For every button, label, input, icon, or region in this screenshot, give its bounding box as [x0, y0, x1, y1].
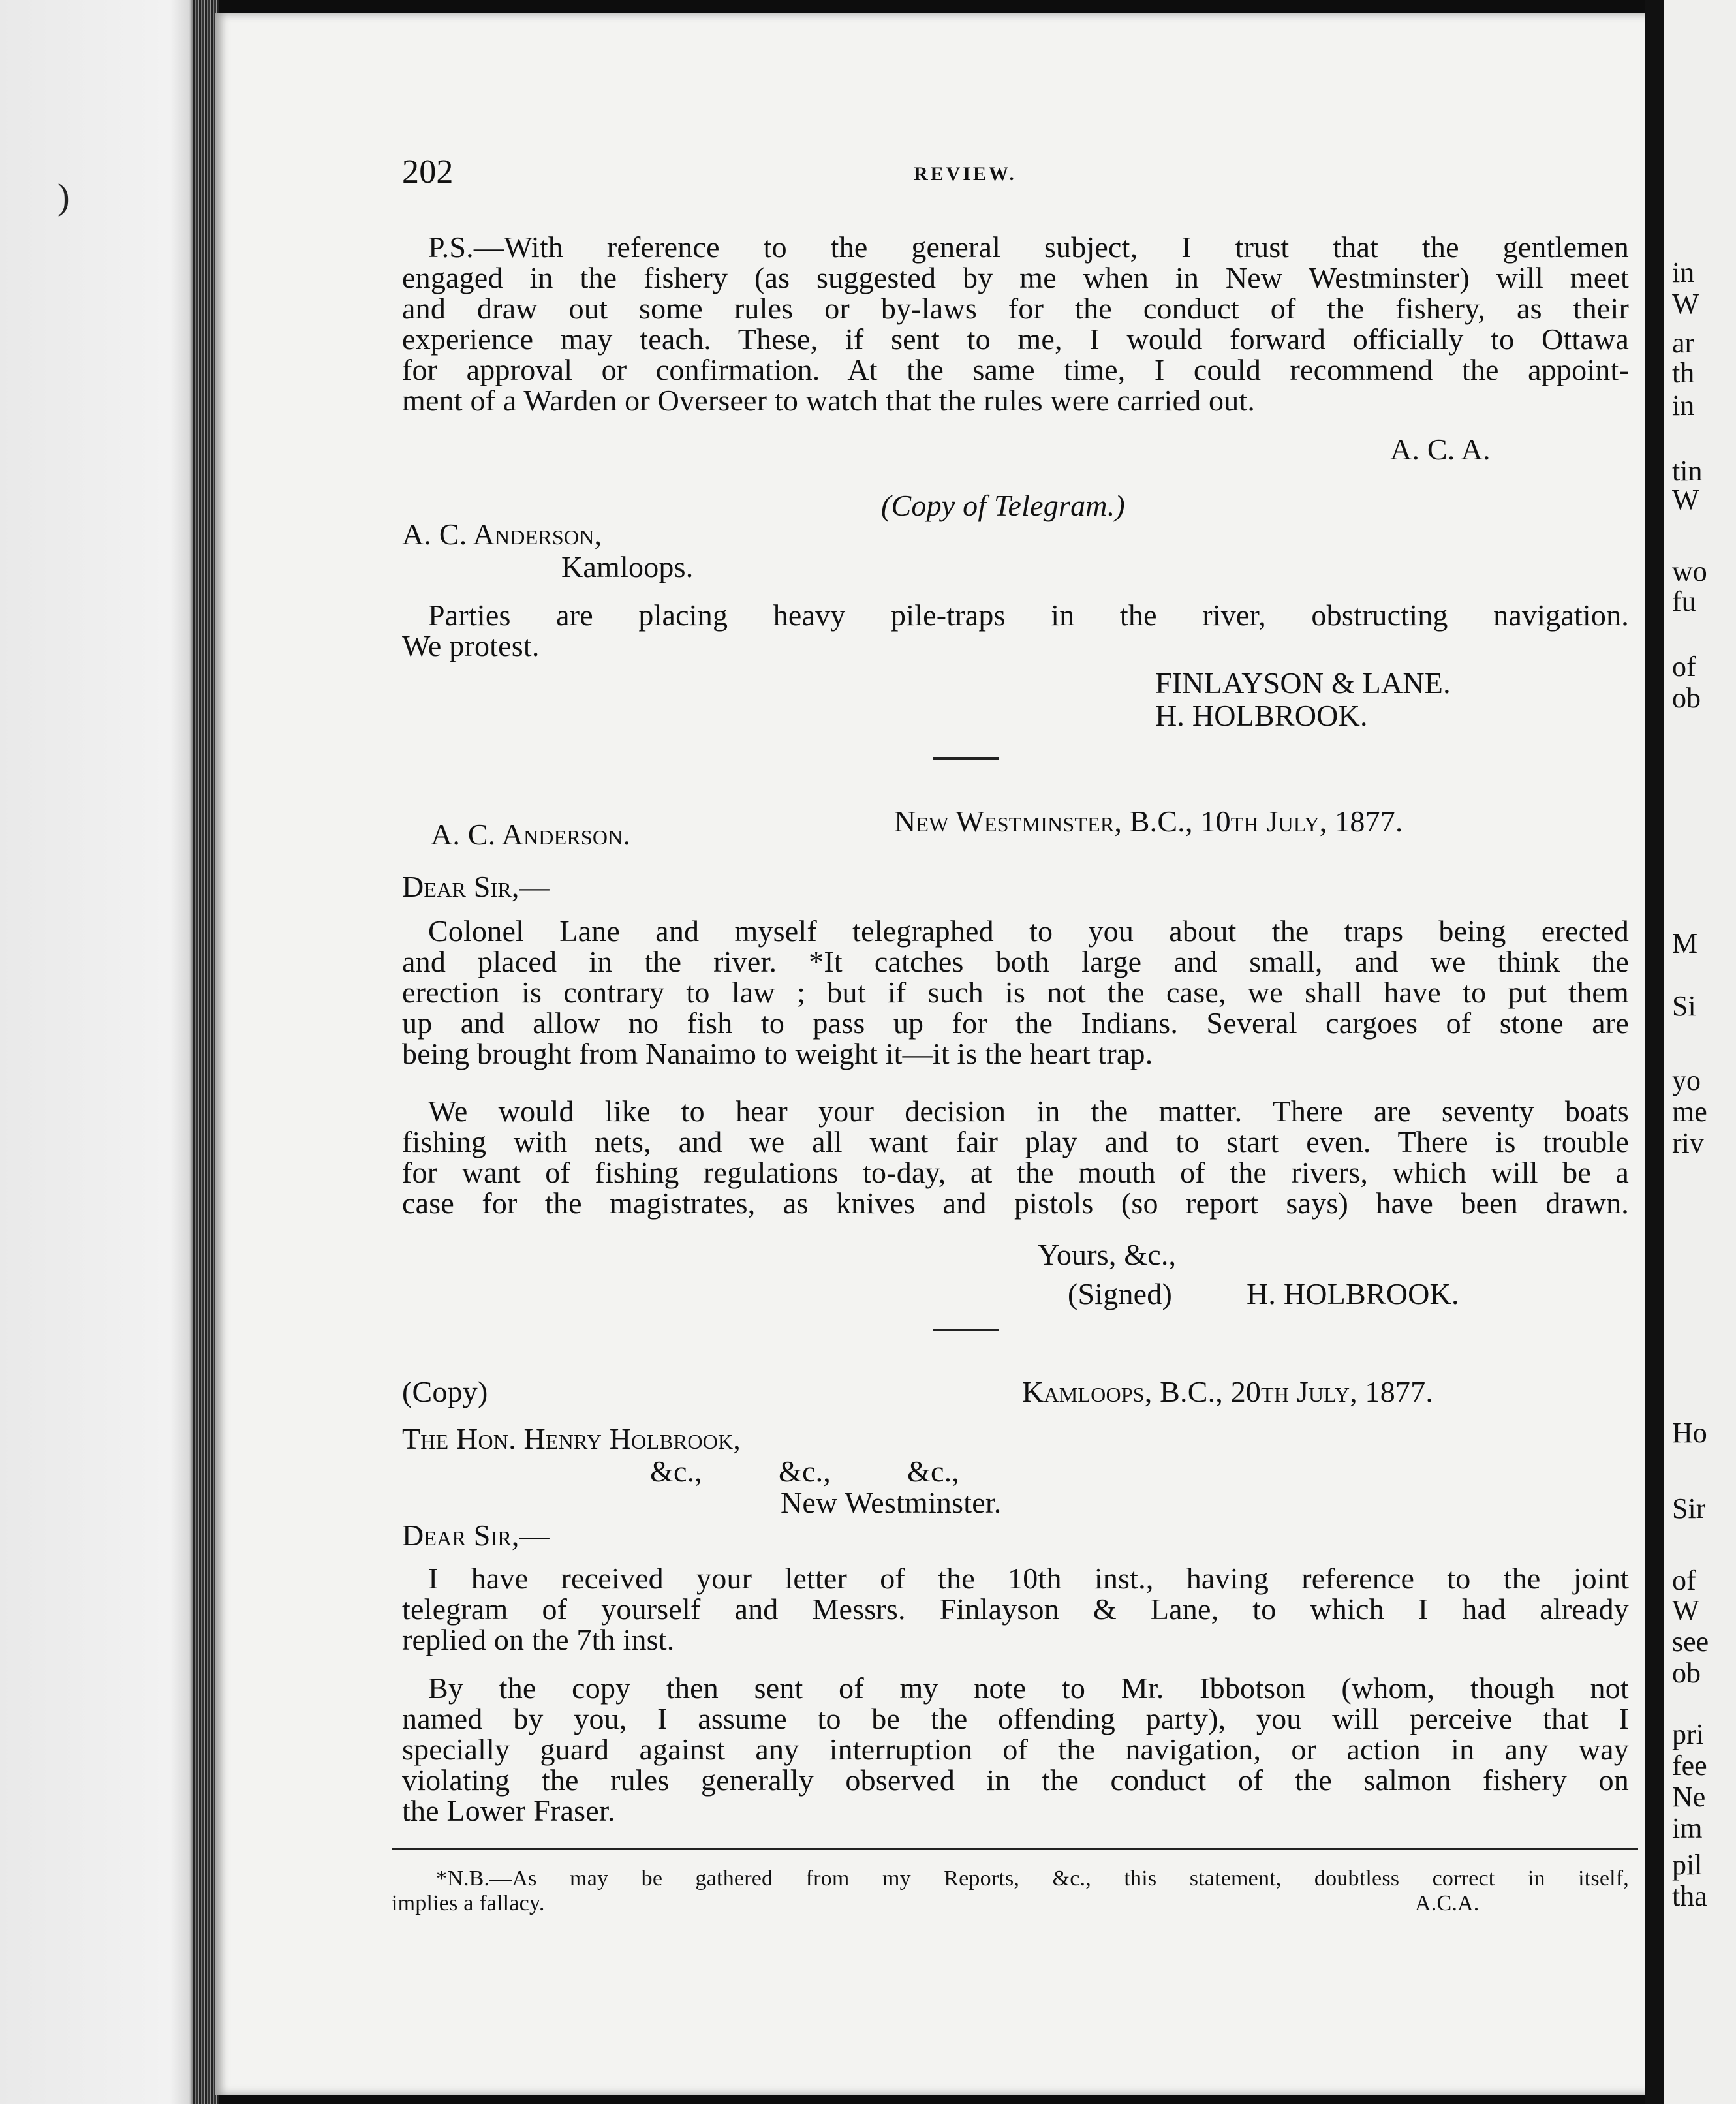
section-divider [933, 1329, 999, 1331]
letter1-closing: Yours, &c., [1038, 1238, 1177, 1271]
ps-signoff: A. C. A. [1390, 433, 1491, 466]
facing-page-text: tin [1672, 455, 1703, 487]
letter1-dateline: New Westminster, B.C., 10th July, 1877. [894, 805, 1403, 838]
facing-page-fragment [1664, 0, 1736, 2104]
letter1-signed-label: (Signed) [1068, 1277, 1173, 1310]
ps-line: ment of a Warden or Overseer to watch that the rules were carried out. [402, 384, 1256, 417]
telegram-place: Kamloops. [561, 550, 694, 583]
section-divider [933, 757, 999, 760]
letter2-line: By the copy then sent of my note to Mr. Ibbotson (whom, though not [428, 1671, 1629, 1705]
page [215, 13, 1651, 2095]
facing-page-text: tha [1672, 1880, 1707, 1912]
letter1-salutation: Dear Sir,— [402, 870, 550, 903]
letter1-line: up and allow no fish to pass up for the Indians. Several cargoes of stone are [402, 1006, 1629, 1040]
facing-page-text: riv [1672, 1127, 1704, 1159]
facing-page-text: Sir [1672, 1493, 1706, 1524]
telegram-body: We protest. [402, 629, 540, 662]
telegram-body: Parties are placing heavy pile-traps in the river, obstructing navigation. [428, 598, 1629, 632]
letter1-line: being brought from Nanaimo to weight it—it is the heart trap. [402, 1037, 1153, 1070]
letter1-line: erection is contrary to law ; but if such is not the case, we shall have to put them [402, 976, 1629, 1009]
facing-page-text: fu [1672, 585, 1696, 617]
left-page-edge [0, 0, 196, 2104]
letter2-line: telegram of yourself and Messrs. Finlayson & Lane, to which I had already [402, 1592, 1629, 1626]
telegram-caption: (Copy of Telegram.) [881, 489, 1125, 522]
letter1-line: case for the magistrates, as knives and pistols (so report says) have been drawn. [402, 1186, 1629, 1220]
page-gap [1645, 0, 1664, 2104]
facing-page-text: M [1672, 927, 1698, 959]
letter2-line: I have received your letter of the 10th inst., having reference to the joint [428, 1562, 1629, 1595]
facing-page-text: W [1672, 484, 1699, 516]
letter1-line: We would like to hear your decision in the matter. There are seventy boats [428, 1094, 1629, 1128]
ps-line: and draw out some rules or by-laws for the conduct of the fishery, as their [402, 292, 1629, 325]
letter2-etc: &c., &c., &c., [650, 1455, 959, 1488]
letter1-line: for want of fishing regulations to-day, at the mouth of the rivers, which will be a [402, 1156, 1629, 1189]
letter1-line: and placed in the river. *It catches both large and small, and we think the [402, 945, 1629, 978]
footnote-text: implies a fallacy. [392, 1891, 545, 1915]
letter2-copy-label: (Copy) [402, 1375, 488, 1408]
letter2-line: the Lower Fraser. [402, 1794, 615, 1827]
letter2-line: replied on the 7th inst. [402, 1623, 675, 1656]
facing-page-text: ob [1672, 682, 1701, 714]
letter1-signature: H. HOLBROOK. [1247, 1277, 1459, 1310]
telegram-signature: FINLAYSON & LANE. [1155, 666, 1451, 700]
facing-page-text: Si [1672, 990, 1696, 1022]
ps-line: for approval or confirmation. At the same time, I could recommend the appoint- [402, 353, 1629, 386]
footnote-rule [392, 1848, 1638, 1850]
ps-line: engaged in the fishery (as suggested by me when in New Westminster) will meet [402, 261, 1629, 294]
facing-page-text: ob [1672, 1657, 1701, 1689]
letter2-addressee: The Hon. Henry Holbrook, [402, 1422, 741, 1455]
letter2-dateline: Kamloops, B.C., 20th July, 1877. [1022, 1375, 1434, 1408]
telegram-addressee: A. C. Anderson, [402, 518, 602, 551]
running-title: REVIEW. [914, 163, 1017, 185]
facing-page-text: yo [1672, 1064, 1701, 1096]
facing-page-text: Ne [1672, 1781, 1706, 1813]
facing-page-text: pri [1672, 1718, 1704, 1750]
footnote-text: *N.B.—As may be gathered from my Reports, &c., this statement, doubtless correct in itself, [436, 1866, 1629, 1891]
facing-page-text: fee [1672, 1750, 1707, 1782]
letter2-salutation: Dear Sir,— [402, 1519, 550, 1552]
letter2-place: New Westminster. [781, 1486, 1002, 1519]
margin-mark: ) [57, 177, 70, 217]
facing-page-text: of [1672, 651, 1696, 683]
telegram-signature: H. HOLBROOK. [1155, 699, 1368, 732]
facing-page-text: of [1672, 1564, 1696, 1596]
facing-page-text: Ho [1672, 1417, 1707, 1449]
letter1-addressee: A. C. Anderson. [431, 818, 631, 851]
facing-page-text: in [1672, 256, 1695, 288]
ps-line: experience may teach. These, if sent to me, I would forward officially to Ottawa [402, 322, 1629, 356]
letter2-line: specially guard against any interruption of the navigation, or action in any way [402, 1733, 1629, 1766]
footnote-sign: A.C.A. [1415, 1891, 1480, 1915]
ps-line: P.S.—With reference to the general subject, I trust that the gentlemen [428, 230, 1629, 264]
letter1-line: fishing with nets, and we all want fair play and to start even. There is trouble [402, 1125, 1629, 1158]
facing-page-text: pil [1672, 1849, 1703, 1881]
facing-page-text: wo [1672, 555, 1707, 587]
facing-page-text: im [1672, 1812, 1703, 1844]
facing-page-text: see [1672, 1626, 1709, 1658]
facing-page-text: W [1672, 288, 1699, 320]
facing-page-text: th [1672, 357, 1695, 389]
facing-page-text: me [1672, 1096, 1707, 1128]
facing-page-text: W [1672, 1594, 1699, 1626]
facing-page-text: ar [1672, 327, 1695, 359]
facing-page-text: in [1672, 390, 1695, 422]
letter2-line: named by you, I assume to be the offending party), you will perceive that I [402, 1702, 1629, 1735]
page-number: 202 [402, 153, 454, 191]
letter1-line: Colonel Lane and myself telegraphed to you about the traps being erected [428, 914, 1629, 948]
letter2-line: violating the rules generally observed in the conduct of the salmon fishery on [402, 1763, 1629, 1797]
